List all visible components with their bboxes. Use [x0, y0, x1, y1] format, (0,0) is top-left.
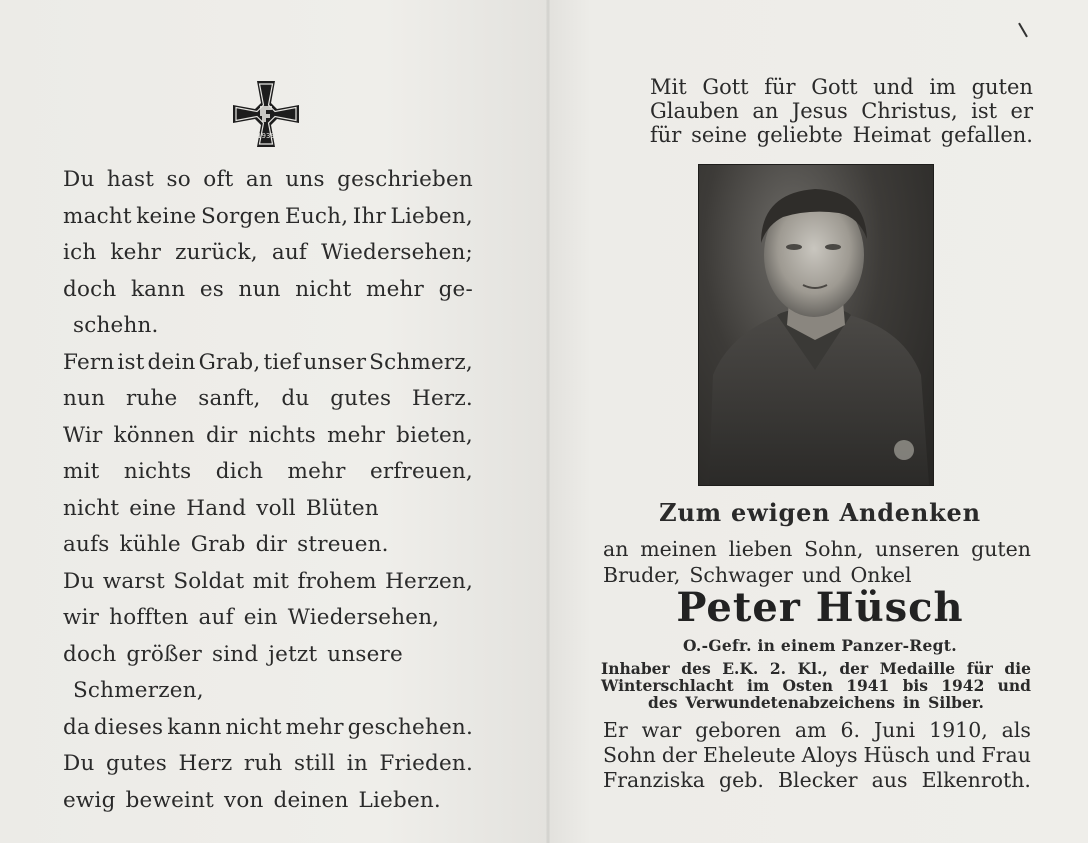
poem-line — [63, 673, 473, 710]
poem-word: tief — [263, 349, 301, 375]
awards-word: für — [966, 659, 993, 678]
poem-word: dir — [205, 422, 238, 448]
poem-word: ewig — [63, 787, 116, 813]
birth-word: Franziska — [603, 768, 705, 792]
poem-line — [63, 454, 473, 491]
awards-word: bis — [902, 676, 929, 695]
poem-word: doch — [63, 641, 117, 667]
poem-word: Herz — [178, 751, 233, 776]
motto-word: an — [752, 99, 779, 123]
poem-word: unsere — [327, 641, 403, 667]
poem-word: streuen. — [297, 532, 389, 557]
poem-word: mehr — [285, 714, 344, 740]
awards-line — [601, 677, 1031, 694]
motto-word: ist — [971, 99, 998, 123]
poem-word: ist — [117, 349, 145, 375]
motto-word: und — [873, 75, 914, 99]
awards-word: 1942 — [941, 676, 985, 695]
poem-word: dir — [255, 532, 288, 557]
birth-word: geb. — [719, 768, 764, 792]
birth-word: Elkenroth. — [921, 768, 1031, 792]
poem-word: auf — [198, 605, 234, 630]
poem-word: mehr — [366, 276, 425, 302]
birth-word: Sohn — [603, 743, 656, 767]
poem-word: voll — [256, 495, 296, 521]
memorial-heading: Zum ewigen Andenken — [659, 498, 981, 527]
poem-word: in — [346, 751, 368, 776]
poem-word: Herzen, — [385, 568, 473, 594]
awards-word: im — [746, 676, 770, 695]
awards-word: Kl., — [797, 659, 828, 678]
poem-word: schehn. — [73, 313, 159, 338]
poem-word: oft — [203, 167, 234, 192]
birth-word: Hüsch — [863, 743, 930, 767]
poem-word: Frieden. — [379, 751, 473, 776]
awards-word: des — [648, 693, 678, 712]
motto-word: Jesus — [791, 99, 848, 123]
poem-line — [63, 272, 473, 309]
poem-word: es — [199, 276, 224, 302]
poem-word: größer — [126, 641, 202, 667]
awards-word: in — [902, 693, 921, 712]
dedication-word: meinen — [640, 537, 717, 561]
poem-line — [63, 637, 473, 674]
poem-word: nicht — [295, 276, 352, 302]
motto — [650, 75, 1033, 147]
portrait-photo — [698, 164, 934, 486]
poem-word: dein — [147, 349, 196, 375]
poem-word: dieses — [93, 714, 164, 740]
poem-word: ruh — [243, 751, 283, 776]
poem-word: da — [63, 714, 90, 740]
poem-word: geschehen. — [347, 714, 473, 740]
poem-word: ein — [243, 605, 278, 630]
poem-word: Herz. — [412, 386, 473, 411]
awards-word: Silber. — [928, 693, 984, 712]
birth-text — [603, 718, 1031, 793]
poem-word: Wir — [63, 422, 103, 448]
motto-word: gefallen. — [940, 123, 1033, 147]
poem-line — [63, 235, 473, 272]
birth-word: der — [661, 743, 697, 767]
birth-word: und — [935, 743, 976, 767]
motto-word: für — [764, 75, 796, 99]
poem-word: kann — [130, 276, 186, 302]
birth-word: Er — [603, 718, 628, 742]
awards-word: des — [681, 659, 711, 678]
motto-word: Gott — [702, 75, 749, 99]
dedication-word: Bruder, — [603, 563, 681, 587]
poem-word: deinen — [273, 787, 349, 813]
poem-word: kann — [167, 714, 222, 740]
poem-line — [63, 381, 473, 418]
birth-word: 6. — [840, 718, 861, 742]
birth-word: Blecker — [777, 768, 858, 792]
poem-word: Ihr — [352, 203, 386, 229]
poem-word: Wiedersehen; — [321, 240, 473, 265]
birth-word: Frau — [981, 743, 1031, 767]
emblem-year: 1939 — [257, 132, 275, 140]
poem-line — [63, 746, 473, 783]
poem-word: gutes — [106, 751, 168, 776]
awards-word: Verwundetenabzeichens — [685, 693, 895, 712]
motto-line — [650, 99, 1033, 123]
poem-word: mit — [252, 568, 290, 594]
poem-word: eine — [129, 495, 177, 521]
poem-word: still — [293, 751, 336, 776]
awards-word: der — [839, 659, 869, 678]
motto-line — [650, 123, 1033, 147]
poem-word: Sorgen — [200, 203, 281, 229]
poem-word: an — [245, 167, 273, 192]
dedication-word: Schwager — [689, 563, 793, 587]
awards-word: Osten — [782, 676, 833, 695]
poem-word: Euch, — [284, 203, 349, 229]
poem-word: gutes — [330, 386, 392, 411]
poem-word: nun — [238, 276, 281, 302]
poem-word: hast — [106, 167, 155, 192]
birth-word: war — [641, 718, 682, 742]
poem-word: nicht — [225, 714, 282, 740]
poem-line — [63, 527, 473, 564]
poem-word: ich — [63, 240, 97, 265]
poem-line — [63, 564, 473, 601]
awards-word: und — [997, 676, 1031, 695]
poem-word: doch — [63, 276, 117, 302]
poem-line — [63, 308, 473, 345]
poem-word: mehr — [287, 459, 346, 484]
motto-word: Mit — [650, 75, 687, 99]
poem-word: Du — [63, 568, 95, 594]
motto-word: für — [650, 123, 682, 147]
poem-line — [63, 600, 473, 637]
awards-word: Medaille — [879, 659, 956, 678]
motto-word: im — [929, 75, 956, 99]
poem-word: keine — [136, 203, 197, 229]
poem-line — [63, 345, 473, 382]
motto-word: Gott — [811, 75, 858, 99]
poem-line — [63, 199, 473, 236]
page-fold — [546, 0, 550, 843]
dedication-word: guten — [971, 537, 1031, 561]
poem-word: macht — [63, 203, 132, 229]
motto-word: geliebte — [756, 123, 843, 147]
poem-word: uns — [285, 167, 325, 192]
poem-word: erfreuen, — [369, 459, 473, 484]
birth-word: Juni — [873, 718, 916, 742]
birth-word: am — [794, 718, 827, 742]
poem-word: du — [281, 386, 310, 411]
poem-word: Blüten — [305, 495, 379, 521]
poem-line — [63, 418, 473, 455]
poem-word: wir — [63, 605, 100, 630]
poem-word: Soldat — [173, 568, 245, 594]
birth-word: geboren — [695, 718, 782, 742]
birth-word: aus — [871, 768, 908, 792]
poem-word: aufs — [63, 532, 110, 557]
dedication-word: unseren — [875, 537, 960, 561]
motto-line — [650, 75, 1033, 99]
poem-word: bieten, — [396, 422, 473, 448]
awards-word: Inhaber — [601, 659, 670, 678]
awards-word: 2. — [769, 659, 787, 678]
poem-word: können — [113, 422, 195, 448]
poem-word: Du — [63, 751, 95, 776]
birth-word: 1910, — [929, 718, 988, 742]
dedication-word: Onkel — [850, 563, 912, 587]
poem-word: mit — [63, 459, 100, 484]
military-rank: O.-Gefr. in einem Panzer-Regt. — [683, 636, 957, 655]
awards-word: 1941 — [846, 676, 890, 695]
poem-word: Schmerzen, — [73, 678, 204, 703]
poem-word: von — [223, 787, 264, 813]
poem-word: auf — [271, 240, 308, 265]
poem-line — [63, 162, 473, 199]
poem-word: hofften — [109, 605, 189, 630]
poem-word: jetzt — [268, 641, 318, 667]
poem-word: Fern — [63, 349, 115, 375]
poem-word: mehr — [327, 422, 386, 448]
dedication-word: Sohn, — [804, 537, 864, 561]
motto-word: Glauben — [650, 99, 739, 123]
poem-word: nichts — [248, 422, 317, 448]
dedication-word: und — [801, 563, 842, 587]
poem-word: sind — [211, 641, 259, 667]
poem-word: so — [166, 167, 191, 192]
dedication-word: lieben — [728, 537, 793, 561]
poem-word: Grab, — [198, 349, 261, 375]
awards-line — [601, 660, 1031, 677]
motto-word: er — [1010, 99, 1033, 123]
awards-word: E.K. — [722, 659, 759, 678]
poem-word: dich — [215, 459, 264, 484]
poem-line — [63, 783, 473, 820]
dedication — [603, 536, 1031, 588]
birth-line — [603, 718, 1031, 743]
poem-word: nicht — [63, 495, 120, 521]
awards-text — [601, 660, 1031, 711]
poem-line — [63, 491, 473, 528]
poem-word: Schmerz, — [369, 349, 473, 375]
poem-word: nun — [63, 386, 106, 411]
dedication-line — [603, 536, 1031, 562]
poem-word: ge- — [438, 276, 473, 302]
iron-cross-icon — [231, 79, 301, 149]
poem-word: Hand — [186, 495, 247, 521]
motto-word: Christus, — [861, 99, 958, 123]
poem-word: nichts — [123, 459, 192, 484]
awards-word: Winterschlacht — [601, 676, 734, 695]
birth-word: als — [1001, 718, 1031, 742]
awards-word: die — [1004, 659, 1031, 678]
birth-word: Eheleute — [703, 743, 796, 767]
dedication-word: an — [603, 537, 629, 561]
poem-word: kühle — [119, 532, 181, 557]
poem-word: Lieben. — [358, 787, 441, 813]
poem-line — [63, 710, 473, 747]
awards-line — [601, 694, 1031, 711]
poem-word: Grab — [190, 532, 246, 557]
birth-line — [603, 768, 1031, 793]
motto-word: guten — [971, 75, 1033, 99]
poem-word: ruhe — [125, 386, 178, 411]
poem-word: Wiedersehen, — [287, 605, 440, 630]
poem — [63, 162, 473, 819]
motto-word: Heimat — [852, 123, 931, 147]
poem-word: Du — [63, 167, 95, 192]
poem-word: geschrieben — [337, 167, 473, 192]
poem-word: warst — [102, 568, 165, 594]
poem-word: sanft, — [198, 386, 261, 411]
poem-word: unser — [303, 349, 367, 375]
poem-word: zurück, — [175, 240, 258, 265]
poem-word: frohem — [297, 568, 377, 594]
poem-word: Lieben, — [390, 203, 473, 229]
deceased-name: Peter Hüsch — [676, 584, 964, 631]
poem-word: beweint — [125, 787, 214, 813]
poem-word: kehr — [110, 240, 162, 265]
motto-word: seine — [691, 123, 747, 147]
birth-word: Aloys — [801, 743, 858, 767]
birth-line — [603, 743, 1031, 768]
